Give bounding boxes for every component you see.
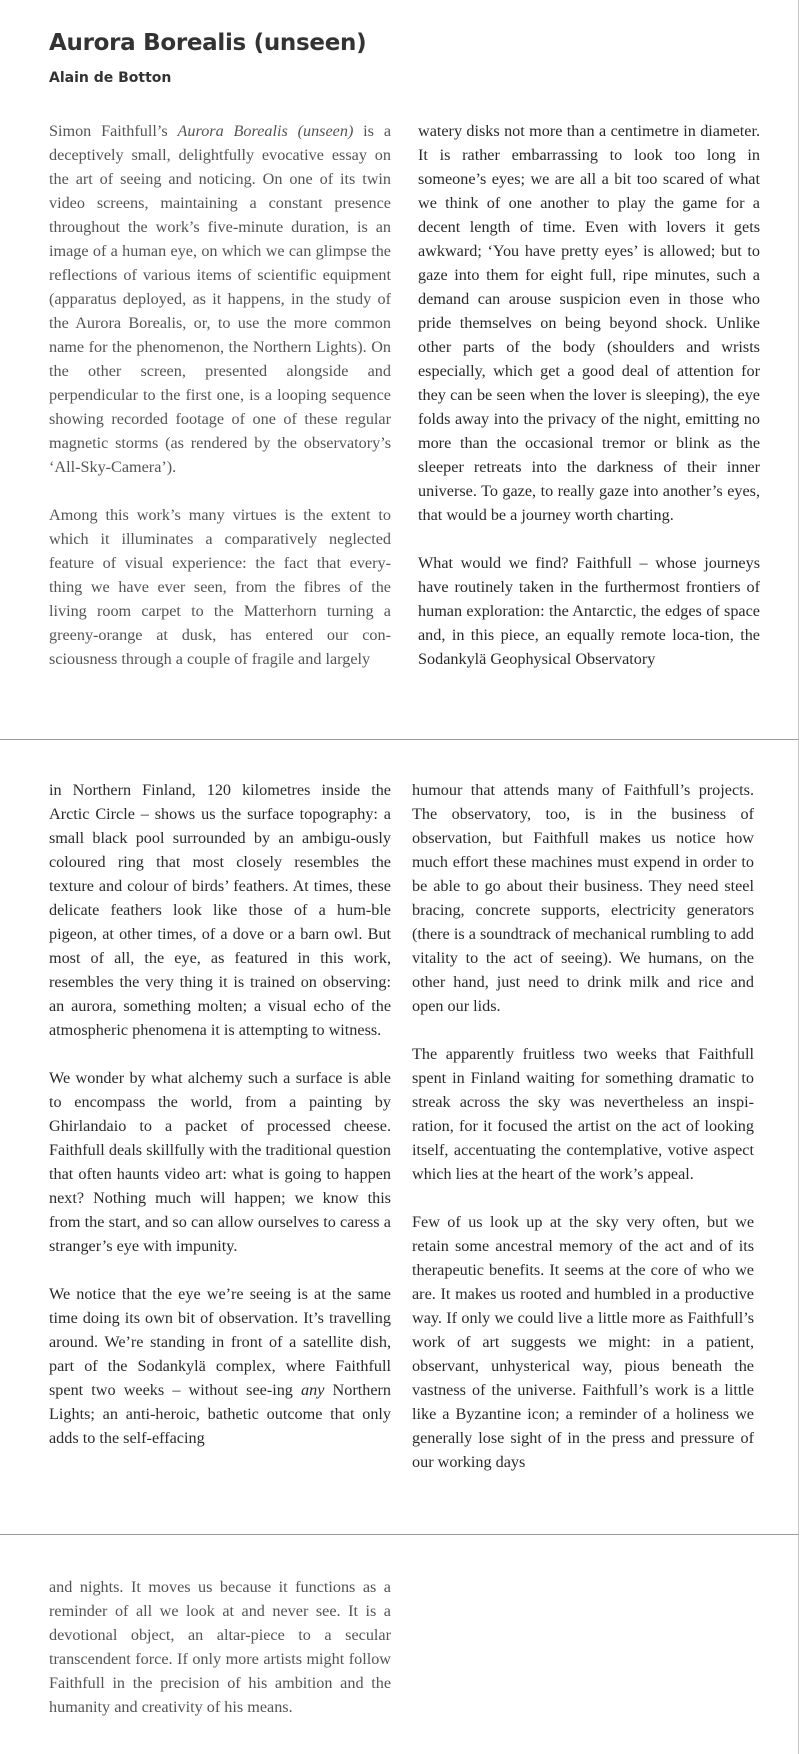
paragraph-text: is a deceptively small, delightfully evocative essay on the art of seeing and noticing. On one of its twin video screens, maintaining a constant presence throughout the work’s five-minute duration, is an image of a human eye, on which we can glimpse the reflections of various items of scientific equipment (apparatus deployed, as it happens, in the study of the Aurora Borealis, or, to use the more common name for the phenomenon, the Northern Lights). On the other screen, presented alongside and perpendicular to the first one, is a looping sequence showing recorded footage of one of these regular magnetic storms (as rendered by the observatory’s ‘All-Sky-Camera’). (49, 122, 391, 476)
paragraph-text: We notice that the eye we’re seeing is at the same time doing its own bit of observation. It’s travelling around. We’re standing in front of a satellite dish, part of the Sodankylä complex, where Faithfull spent two weeks – without see-ing (49, 1285, 391, 1399)
page-2-column-1 (49, 778, 391, 1450)
page-2 (0, 740, 799, 1535)
paragraph-text: Northern Lights; an anti-heroic, bathetic outcome that only adds to the self-effacing (49, 1381, 391, 1447)
page-1-column-1 (49, 119, 391, 671)
paragraph-text: Simon Faithfull’s (49, 122, 178, 140)
paragraph: and nights. It moves us because it functions as a reminder of all we look at and never see. It is a devotional object, an altar-piece to a secular transcendent force. If only more artists might follow Faithfull in the precision of his ambition and the humanity and creativity of his means. (49, 1578, 391, 1716)
paragraph (49, 119, 391, 479)
article-author: Alain de Botton (49, 70, 172, 86)
paragraph: humour that attends many of Faithfull’s projects. The observatory, too, is in the business of observation, but Faithfull makes us notice how much effort these machines must expend in order to be able to go about their business. They need steel bracing, concrete supports, electricity generators (there is a soundtrack of mechanical rumbling to add vitality to the act of seeing). We humans, on the other hand, just need to drink milk and rice and open our lids. (412, 781, 754, 1015)
page-1-column-2 (418, 119, 760, 671)
page-1 (0, 0, 799, 740)
paragraph: Among this work’s many virtues is the extent to which it illuminates a comparatively neglected feature of visual experience: the fact that every-thing we have ever seen, from the fibres of the living room carpet to the Matterhorn turning a greeny-orange at dusk, has entered our con-sciousness through a couple of fragile and largely (49, 506, 391, 668)
paragraph: The apparently fruitless two weeks that Faithfull spent in Finland waiting for something dramatic to streak across the sky was nevertheless an inspi-ration, for it focused the artist on the act of looking itself, accentuating the contemplative, votive aspect which lies at the heart of the work’s appeal. (412, 1045, 754, 1183)
paragraph (49, 1282, 391, 1450)
paragraph: watery disks not more than a centimetre in diameter. It is rather embarrassing to look too long in someone’s eyes; we are all a bit too scared of what we think of one another to play the game for a decent length of time. Even with lovers it gets awkward; ‘You have pretty eyes’ is allowed; but to gaze into them for eight full, ripe minutes, such a demand can arouse suspicion even in those who pride themselves on being beyond shock. Unlike other parts of the body (shoulders and wrists especially, which get a good deal of attention for they can be seen when the lover is sleeping), the eye folds away into the privacy of the night, emitting no more than the occasional tremor or blink as the sleeper retreats into the darkness of their inner universe. To gaze, to really gaze into another’s eyes, that would be a journey worth charting. (418, 122, 760, 524)
paragraph: We wonder by what alchemy such a surface is able to encompass the world, from a painting by Ghirlandaio to a packet of processed cheese. Faithfull deals skillfully with the traditional question that often haunts video art: what is going to happen next? Nothing much will happen; we know this from the start, and so can allow ourselves to caress a stranger’s eye with impunity. (49, 1069, 391, 1255)
paragraph: Few of us look up at the sky very often, but we retain some ancestral memory of the act and of its therapeutic benefits. It seems at the core of who we are. It makes us rooted and humbled in a productive way. If only we could live a little more as Faithfull’s work of art suggests we might: in a patient, observant, unhysterical way, pious beneath the vastness of the universe. Faithfull’s work is a little like a Byzantine icon; a reminder of a holiness we generally lose sight of in the press and pressure of our working days (412, 1213, 754, 1471)
article-title: Aurora Borealis (unseen) (49, 30, 367, 56)
page-3-column-1 (49, 1575, 391, 1719)
emphasis-italic: any (301, 1381, 325, 1399)
page-2-column-2 (412, 778, 754, 1474)
work-title-italic: Aurora Borealis (unseen) (177, 122, 354, 140)
page-3 (0, 1535, 799, 1754)
paragraph: What would we find? Faithfull – whose journeys have routinely taken in the furthermost frontiers of human exploration: the Antarctic, the edges of space and, in this piece, an equally remote loca-tion, the Sodankylä Geophysical Observatory (418, 554, 760, 668)
paragraph: in Northern Finland, 120 kilometres inside the Arctic Circle – shows us the surface topography: a small black pool surrounded by an ambigu-ously coloured ring that most closely resembles the texture and colour of birds’ feathers. At times, these delicate feathers look like those of a hum-ble pigeon, at other times, of a dove or a barn owl. But most of all, the eye, as featured in this work, resembles the very thing it is trained on observing: an aurora, something molten; a visual echo of the atmospheric phenomena it is attempting to witness. (49, 781, 391, 1039)
